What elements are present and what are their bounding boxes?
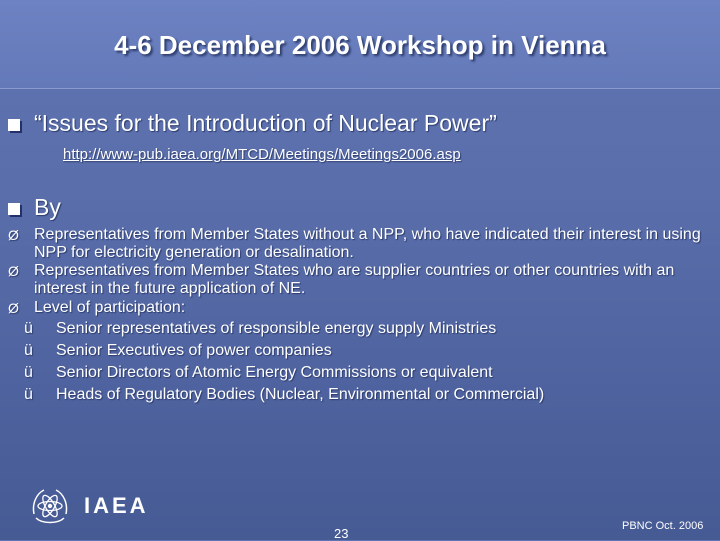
footer-date: PBNC Oct. 2006 — [622, 520, 704, 532]
arrow-bullet-icon: Ø — [8, 227, 19, 243]
level-item-text: Senior representatives of responsible energy supply Ministries — [56, 320, 497, 337]
level-item-text: Senior Executives of power companies — [56, 342, 332, 359]
level-list — [8, 318, 708, 406]
arrow-bullet-icon: Ø — [8, 263, 19, 279]
arrow-bullet-icon: Ø — [8, 300, 19, 316]
level-item — [8, 340, 708, 362]
bullet-issues — [8, 110, 497, 137]
participant-list — [8, 226, 708, 406]
bullet-by-text: By — [34, 194, 61, 220]
meeting-url-link[interactable]: http://www-pub.iaea.org/MTCD/Meetings/Meetings2006.asp — [63, 146, 461, 163]
check-bullet-icon: ü — [24, 342, 33, 359]
level-item — [8, 384, 708, 406]
square-bullet-icon — [8, 203, 20, 215]
slide-title: 4-6 December 2006 Workshop in Vienna — [114, 30, 606, 60]
check-bullet-icon: ü — [24, 364, 33, 381]
square-bullet-icon — [8, 119, 20, 131]
title-divider — [0, 88, 720, 89]
level-item — [8, 362, 708, 384]
level-item-text: Senior Directors of Atomic Energy Commissions or equivalent — [56, 364, 493, 381]
iaea-logo-text: IAEA — [84, 493, 149, 518]
bullet-issues-text: “Issues for the Introduction of Nuclear Power” — [34, 110, 497, 136]
participant-item-non-npp — [8, 226, 708, 262]
participant-item-text: Level of participation: — [34, 299, 186, 316]
iaea-logo — [28, 484, 149, 528]
check-bullet-icon: ü — [24, 386, 33, 403]
participant-item-text: Representatives from Member States without a NPP, who have indicated their interest in using NPP for electricity generation or desalination. — [34, 226, 701, 261]
iaea-atom-emblem-icon — [28, 484, 72, 528]
bullet-by — [8, 194, 61, 221]
participant-item-level — [8, 298, 708, 406]
level-item — [8, 318, 708, 340]
participant-item-suppliers — [8, 262, 708, 298]
check-bullet-icon: ü — [24, 320, 33, 337]
participant-item-text: Representatives from Member States who are supplier countries or other countries with an interest in the future application of NE. — [34, 262, 675, 297]
level-item-text: Heads of Regulatory Bodies (Nuclear, Environmental or Commercial) — [56, 386, 545, 403]
page-number: 23 — [334, 526, 349, 541]
